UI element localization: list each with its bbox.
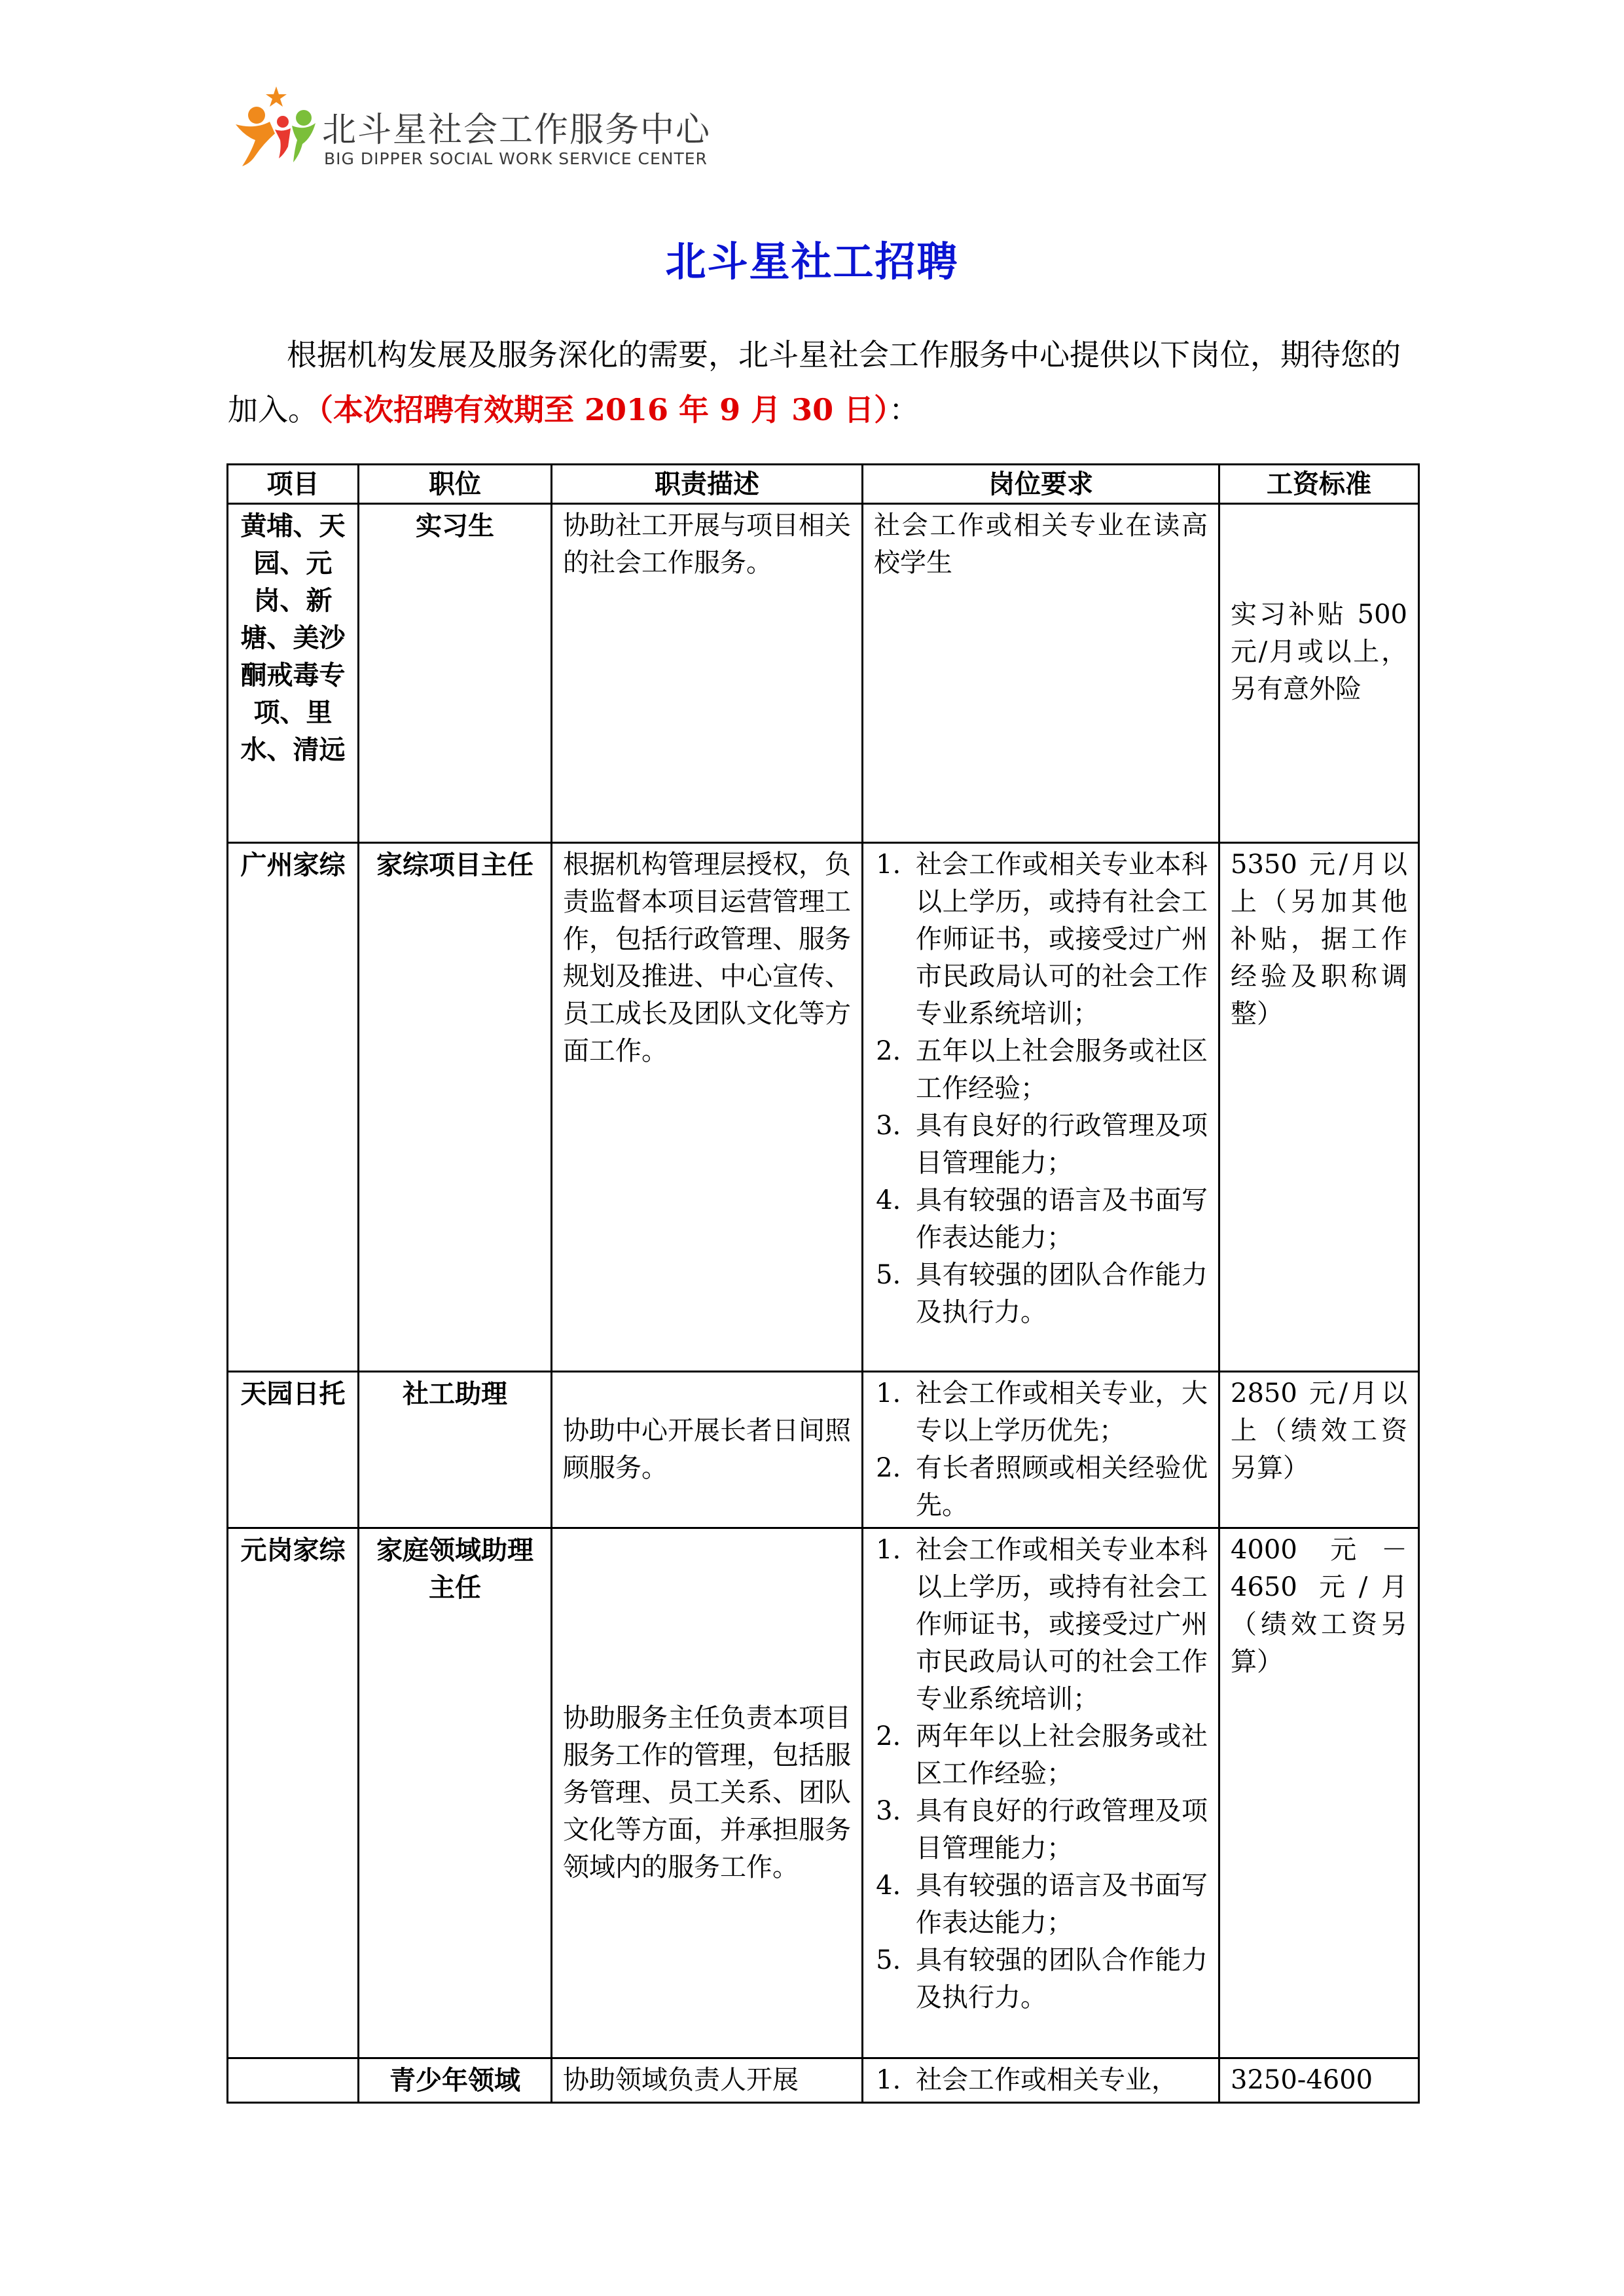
- requirement-item: 4. 具有较强的语言及书面写作表达能力；: [909, 1182, 1208, 1257]
- cell-description: 协助社工开展与项目相关的社会工作服务。: [552, 504, 863, 843]
- requirements-list: [874, 1375, 1208, 1524]
- requirements-list: [874, 1532, 1208, 2017]
- intro-tail: ：: [889, 392, 920, 427]
- page-title: 北斗星社工招聘: [665, 238, 959, 285]
- cell-project: 元岗家综: [228, 1528, 359, 2058]
- logo-english-name: BIG DIPPER SOCIAL WORK SERVICE CENTER: [324, 149, 708, 168]
- cell-position: 家综项目主任: [359, 843, 552, 1372]
- header-project: 项目: [228, 465, 359, 504]
- cell-description: 协助中心开展长者日间照顾服务。: [552, 1372, 863, 1528]
- requirement-item: 5. 具有较强的团队合作能力及执行力。: [909, 1257, 1208, 1331]
- cell-description: 协助领域负责人开展: [552, 2058, 863, 2103]
- cell-requirements: [863, 843, 1219, 1372]
- cell-project: [228, 2058, 359, 2103]
- table-row: [228, 504, 1419, 843]
- requirement-item: 2. 两年年以上社会服务或社区工作经验；: [909, 1718, 1208, 1793]
- header: [229, 84, 818, 175]
- logo-chinese-name: 北斗星社会工作服务中心: [322, 111, 712, 150]
- logo-icon: [229, 84, 321, 175]
- table-row: [228, 2058, 1419, 2103]
- cell-description: 根据机构管理层授权，负责监督本项目运营管理工作，包括行政管理、服务规划及推进、中心宣传、员工成长及团队文化等方面工作。: [552, 843, 863, 1372]
- cell-requirements: [863, 1528, 1219, 2058]
- requirement-item: 3. 具有良好的行政管理及项目管理能力；: [909, 1793, 1208, 1867]
- requirements-list: [874, 2062, 1208, 2099]
- requirement-item: 1. 社会工作或相关专业，大专以上学历优先；: [909, 1375, 1208, 1450]
- cell-project: 天园日托: [228, 1372, 359, 1528]
- requirement-item: 2. 有长者照顾或相关经验优先。: [909, 1450, 1208, 1524]
- cell-salary: 2850 元/月以上（绩效工资另算）: [1219, 1372, 1419, 1528]
- requirements-list: [874, 846, 1208, 1331]
- cell-position: 家庭领域助理主任: [359, 1528, 552, 2058]
- header-requirements: 岗位要求: [863, 465, 1219, 504]
- cell-project: 广州家综: [228, 843, 359, 1372]
- cell-salary: 4000 元－4650 元/月（绩效工资另算）: [1219, 1528, 1419, 2058]
- cell-position: 社工助理: [359, 1372, 552, 1528]
- cell-position: 实习生: [359, 504, 552, 843]
- table-header-row: [228, 465, 1419, 504]
- cell-requirements: [863, 504, 1219, 843]
- requirement-item: 社会工作或相关专业在读高校学生: [874, 511, 1208, 578]
- cell-project: 黄埔、天园、元岗、新塘、美沙酮戒毒专项、里水、清远: [228, 504, 359, 843]
- requirement-item: 4. 具有较强的语言及书面写作表达能力；: [909, 1867, 1208, 1942]
- requirement-item: 3. 具有良好的行政管理及项目管理能力；: [909, 1107, 1208, 1182]
- requirement-item: 1. 社会工作或相关专业本科以上学历，或持有社会工作师证书，或接受过广州市民政局认可的社会工作专业系统培训；: [909, 1532, 1208, 1718]
- cell-requirements: [863, 1372, 1219, 1528]
- cell-requirements: [863, 2058, 1219, 2103]
- requirement-item: 5. 具有较强的团队合作能力及执行力。: [909, 1942, 1208, 2017]
- cell-salary: 3250-4600: [1219, 2058, 1419, 2103]
- cell-salary: 5350 元/月以上（另加其他补贴，据工作经验及职称调整）: [1219, 843, 1419, 1372]
- intro-paragraph: [228, 327, 1419, 437]
- requirement-item: 1. 社会工作或相关专业本科以上学历，或持有社会工作师证书，或接受过广州市民政局认可的社会工作专业系统培训；: [909, 846, 1208, 1033]
- table-row: [228, 843, 1419, 1372]
- table-row: [228, 1528, 1419, 2058]
- table-row: [228, 1372, 1419, 1528]
- requirement-item: 1. 社会工作或相关专业，: [909, 2062, 1208, 2099]
- intro-text: 根据机构发展及服务深化的需要，北斗星社会工作服务中心提供以下岗位，期待您的加入。: [228, 337, 1401, 427]
- header-salary: 工资标准: [1219, 465, 1419, 504]
- header-position: 职位: [359, 465, 552, 504]
- intro-notice: （本次招聘有效期至 2016 年 9 月 30 日）: [318, 392, 890, 427]
- cell-salary: 实习补贴 500 元/月或以上，另有意外险: [1219, 504, 1419, 843]
- cell-position: 青少年领域: [359, 2058, 552, 2103]
- header-description: 职责描述: [552, 465, 863, 504]
- cell-description: 协助服务主任负责本项目服务工作的管理，包括服务管理、员工关系、团队文化等方面，并承担服务领域内的服务工作。: [552, 1528, 863, 2058]
- jobs-table: [226, 463, 1420, 2104]
- requirement-item: 2. 五年以上社会服务或社区工作经验；: [909, 1033, 1208, 1107]
